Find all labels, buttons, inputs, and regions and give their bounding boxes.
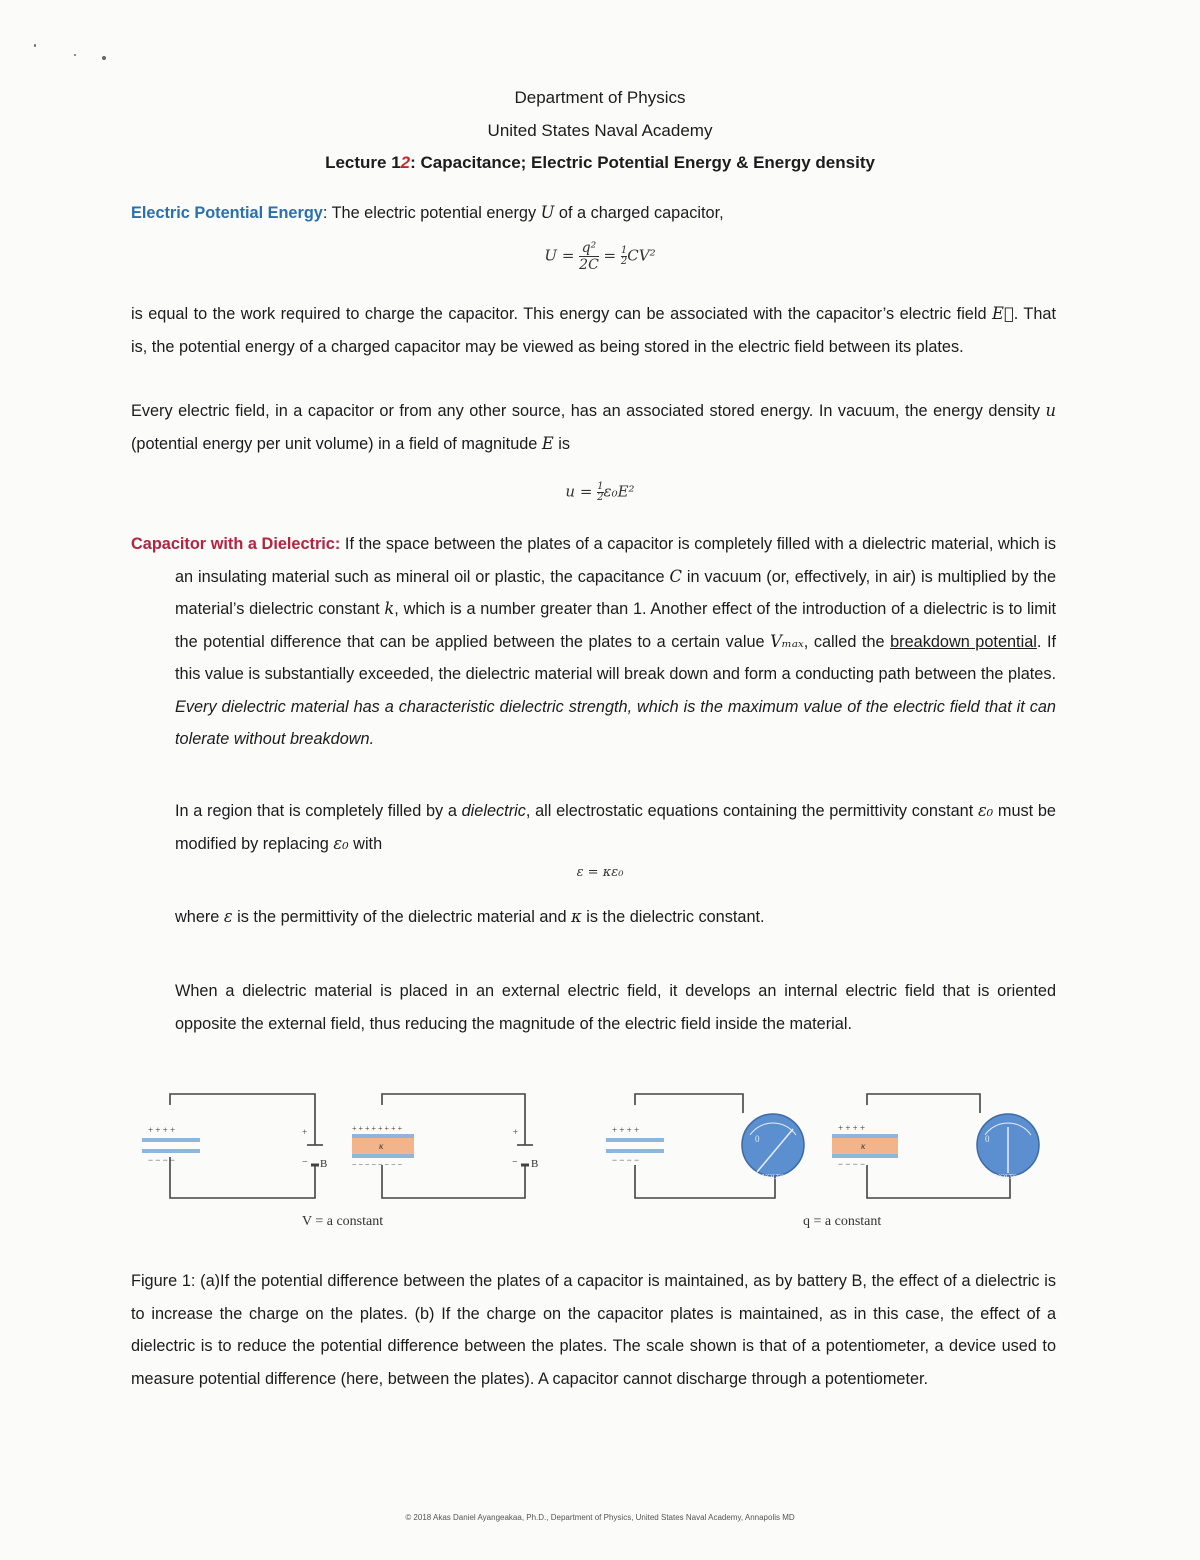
var-E-vector: E⃗: [992, 304, 1014, 323]
dielectric-plate-bottom: [832, 1154, 898, 1158]
figure-caption: Figure 1: (a)If the potential difference between the plates of a capacitor is maintained, as by battery B, the effect of a dielectric is to increase the charge on the plates. (b) If the charge on the capacitor plates is maintained, as in this case, the effect of a dielectric is to reduce the potential difference between the plates. The scale shown is that of a potentiometer, a device used to measure potential difference (here, between the plates). A capacitor cannot discharge through a potentiometer.: [131, 1272, 1056, 1388]
dielectric-t2: in vacuum (or, effectively, in air) is multiplied by the material’s dielectric constant: [175, 567, 1056, 618]
capacitor-plate-top: [606, 1138, 664, 1142]
var-epsilon0: ε₀: [333, 833, 349, 853]
circuit-a-vacuum: [170, 1094, 323, 1198]
plate-plus-charges: + + + +: [148, 1125, 176, 1135]
heading-capacitor-dielectric: Capacitor with a Dielectric:: [131, 535, 341, 553]
dielectric-t3: , which is a number greater than 1. Another effect of the introduction of a dielectric is to limit the potential difference that can be applied between the plates to a certain value: [175, 600, 1056, 651]
dielectric-t4: , called the: [803, 632, 891, 651]
perm-dielectric-word: dielectric: [461, 802, 526, 820]
kappa-label: κ: [379, 1141, 384, 1151]
equation-energy-density: [0, 482, 1200, 503]
lecture-prefix: Lecture 1: [325, 153, 401, 172]
battery-minus: −: [512, 1157, 518, 1168]
perm-t2: , all electrostatic equations containing the permittivity constant: [525, 802, 978, 820]
dielectric-minus-charges: − − − − − − − −: [352, 1160, 403, 1169]
scan-speck: [102, 56, 106, 60]
eq-numerator: q²: [579, 240, 599, 257]
section-potential-energy-intro: [131, 197, 1056, 230]
density-text-c: is: [553, 434, 571, 453]
section-potential-energy-body: [131, 298, 1056, 363]
perm-t1: In a region that is completely filled by a: [175, 802, 462, 820]
plate-plus-charges: + + + +: [612, 1125, 640, 1135]
heading-electric-potential-energy: Electric Potential Energy: [131, 204, 323, 222]
where-t1: where: [175, 908, 224, 926]
where-t2: is the permittivity of the dielectric material and: [232, 908, 572, 926]
figure-label-q-constant: q = a constant: [803, 1214, 882, 1229]
density-text-b: (potential energy per unit volume) in a field of magnitude: [131, 434, 542, 453]
var-E: E: [541, 433, 554, 453]
eq-denominator: 2C: [579, 257, 599, 273]
var-kappa: κ: [571, 907, 582, 926]
var-epsilon: ε: [223, 907, 233, 926]
var-U: U: [540, 203, 555, 222]
dielectric-plus-charges: + + + +: [838, 1123, 866, 1133]
meter-zero: 0: [755, 1134, 760, 1144]
voltmeter-high: [742, 1114, 804, 1181]
half-den: 2: [597, 492, 604, 503]
para1-end: . That is, the potential energy of a charged capacitor may be viewed as being stored in the electric field between its plates.: [131, 305, 1056, 356]
scan-speck: [34, 44, 36, 47]
var-k: k: [384, 599, 395, 618]
figure-circuits: [130, 1085, 1060, 1210]
dielectric-t1: If the space between the plates of a capacitor is completely filled with a dielectric material, which is an insulating material such as mineral oil or plastic, the capacitance: [175, 535, 1056, 586]
department-title: Department of Physics: [514, 88, 686, 107]
section-dielectric: [131, 528, 1056, 756]
lecture-title-text: : Capacitance; Electric Potential Energy & Energy density: [410, 153, 875, 172]
section-energy-density: [131, 395, 1056, 460]
dielectric-minus-charges: − − − −: [838, 1159, 866, 1169]
battery-label: B: [531, 1158, 539, 1170]
battery-plus: +: [513, 1127, 519, 1137]
intro-end: of a charged capacitor,: [554, 204, 724, 222]
dielectric-plate-top: [352, 1134, 414, 1138]
dielectric-t5: . If this value is substantially exceeded, the dielectric material will break down and form a conducting path between the plates.: [175, 632, 1056, 683]
breakdown-potential-term: breakdown potential: [890, 632, 1037, 651]
density-text-a: Every electric field, in a capacitor or from any other source, has an associated stored energy. In vacuum, the energy density: [131, 402, 1046, 420]
page-footer: © 2018 Akas Daniel Ayangeakaa, Ph.D., Department of Physics, United States Naval Academy, Annapolis MD: [405, 1513, 795, 1522]
var-C: C: [669, 566, 682, 586]
dielectric-plate-bottom: [352, 1154, 414, 1158]
perm-t4: with: [348, 834, 383, 853]
lecture-title: [0, 153, 1200, 173]
eq-fraction: [579, 240, 599, 273]
meter-zero: 0: [985, 1134, 990, 1144]
var-epsilon0: ε₀: [977, 801, 994, 820]
perm-t3: must be modified by replacing: [175, 802, 1056, 853]
var-u: u: [1045, 401, 1056, 420]
half-num: 1: [597, 481, 604, 492]
para1-text: is equal to the work required to charge the capacitor. This energy can be associated with the capacitor’s electric field: [131, 305, 993, 323]
capacitor-plate-bottom: [142, 1149, 200, 1153]
figure-label-v-constant: V = a constant: [302, 1214, 384, 1229]
intro-text: : The electric potential energy: [322, 204, 541, 222]
eq-lhs: U =: [544, 246, 580, 265]
half-num: 1: [620, 245, 628, 256]
academy-title: United States Naval Academy: [487, 121, 713, 140]
capacitor-plate-top: [142, 1138, 200, 1142]
scan-speck: [74, 54, 76, 56]
eq2-rhs: ε₀E²: [603, 482, 635, 501]
plate-minus-charges: − − − −: [148, 1155, 176, 1165]
section-internal-field: When a dielectric material is placed in an external electric field, it develops an internal electric field that is oriented opposite the external field, thus reducing the magnitude of the electric field inside the material.: [175, 982, 1056, 1033]
capacitor-plate-bottom: [606, 1149, 664, 1153]
battery-label: B: [320, 1158, 328, 1170]
eq2-lhs: u =: [565, 482, 598, 501]
dielectric-strength-note: Every dielectric material has a characteristic dielectric strength, which is the maximum value of the electric field that it can tolerate without breakdown.: [175, 697, 1056, 748]
equation-energy: [0, 240, 1200, 273]
var-vmax: Vₘₐₓ: [770, 631, 804, 651]
eq-equals: =: [598, 246, 621, 265]
kappa-label: κ: [861, 1141, 866, 1151]
voltmeter-low: [977, 1114, 1039, 1181]
meter-volts-label: VOLTS: [762, 1173, 784, 1181]
where-t3: is the dielectric constant.: [581, 908, 765, 926]
meter-volts-label: VOLTS: [995, 1173, 1017, 1181]
eq-rhs: CV²: [627, 246, 656, 265]
dielectric-plate-top: [832, 1134, 898, 1138]
section-permittivity: [175, 795, 1056, 860]
battery-minus: −: [302, 1157, 308, 1168]
dielectric-plus-charges: + + + + + + + +: [352, 1124, 403, 1133]
handwritten-mark: 2: [400, 153, 411, 172]
permittivity-where: [175, 901, 1056, 934]
half-den: 2: [620, 256, 628, 267]
battery-plus: +: [302, 1127, 308, 1137]
plate-minus-charges: − − − −: [612, 1155, 640, 1165]
equation-permittivity: ε = κε₀: [576, 865, 624, 880]
